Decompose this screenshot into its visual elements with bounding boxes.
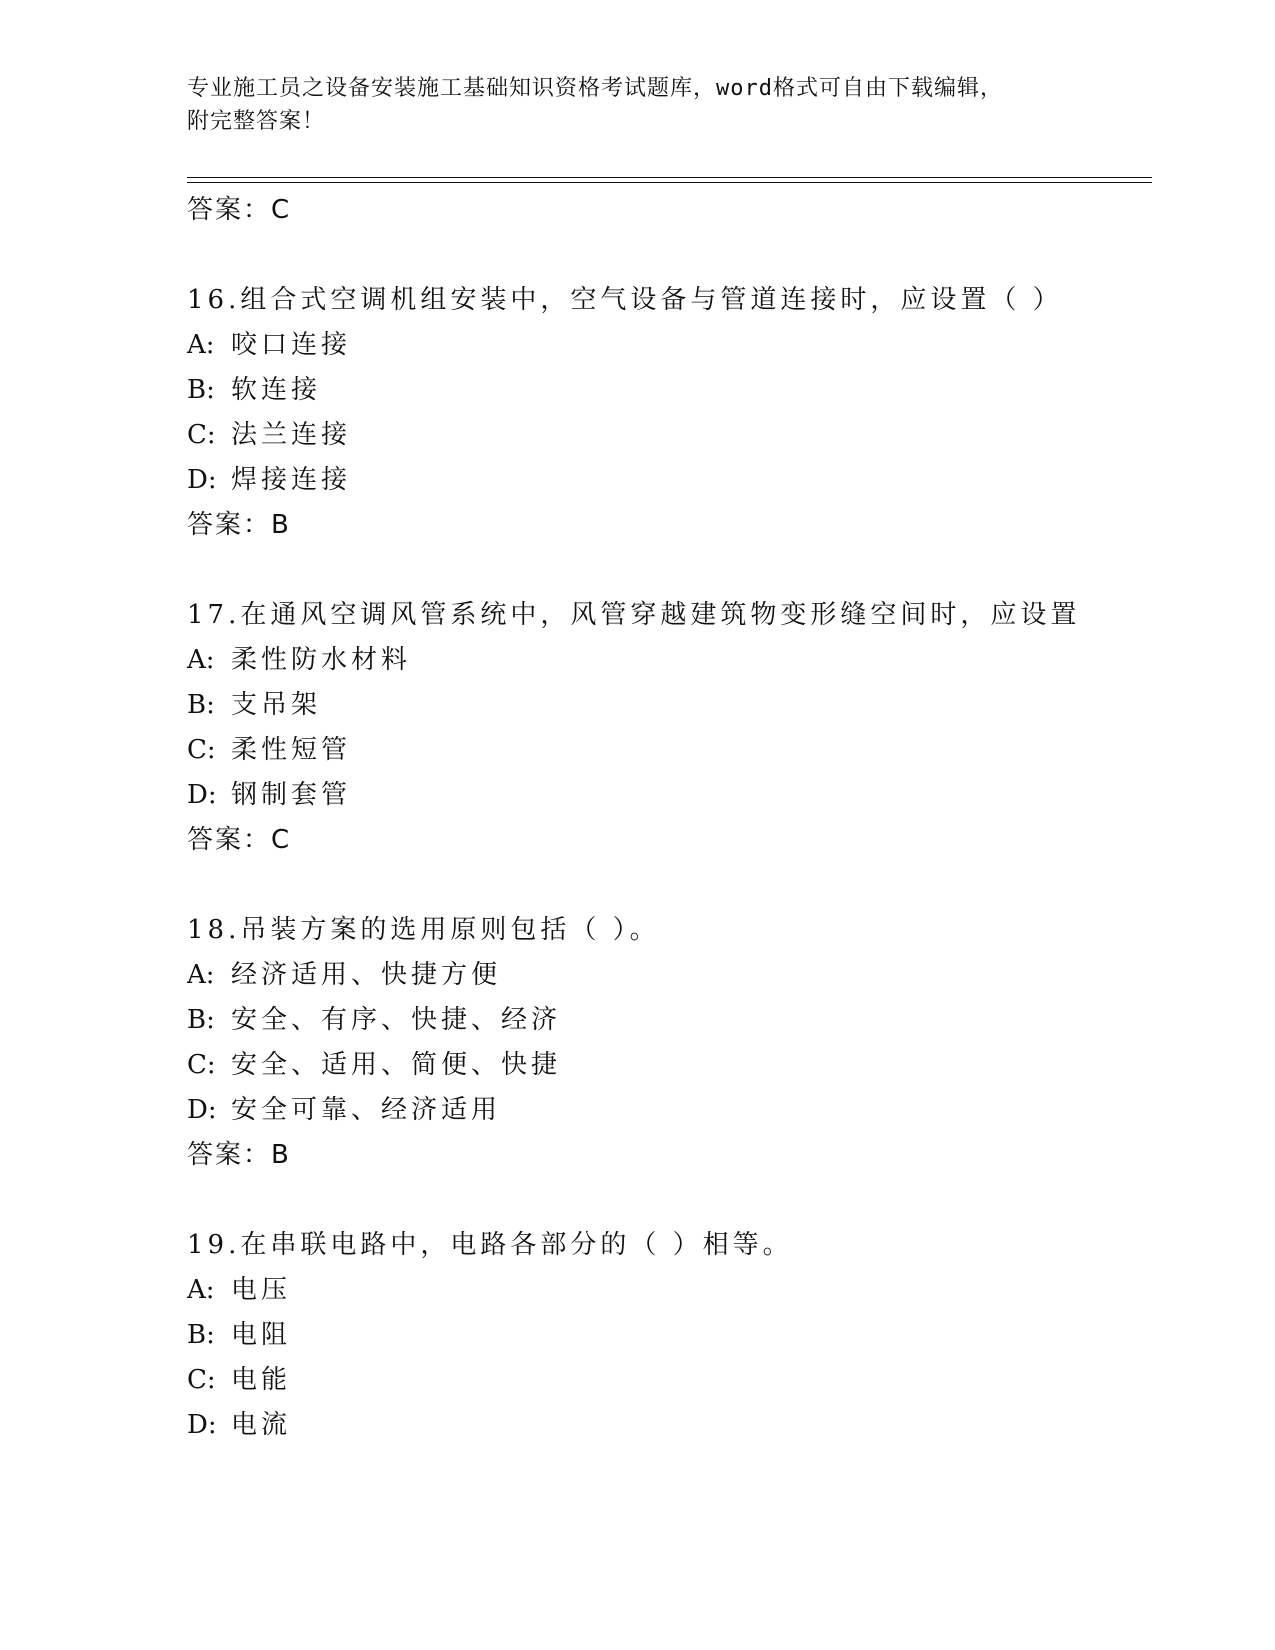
question-stem: 19.在串联电路中，电路各部分的（ ）相等。	[187, 1230, 793, 1260]
spacer	[187, 863, 1152, 908]
question-stem: 18.吊装方案的选用原则包括（ ）。	[187, 915, 660, 945]
option-key: B:	[187, 1005, 215, 1035]
header-line-2: 附完整答案！	[187, 109, 326, 134]
option-d	[187, 458, 1152, 503]
option-b	[187, 1313, 1152, 1358]
answer-line: 答案：C	[187, 195, 292, 225]
option-text: 软连接	[231, 375, 322, 405]
option-a	[187, 953, 1152, 998]
option-key: C:	[187, 735, 216, 765]
spacer	[187, 548, 1152, 593]
option-text: 钢制套管	[231, 780, 352, 810]
option-text: 安全、适用、简便、快捷	[231, 1050, 562, 1080]
option-text: 咬口连接	[231, 330, 352, 360]
option-key: D:	[187, 1095, 217, 1125]
option-text: 支吊架	[231, 690, 322, 720]
option-key: A:	[187, 645, 215, 675]
question-stem: 16.组合式空调机组安装中，空气设备与管道连接时，应设置（ ）	[187, 285, 1063, 315]
option-text: 电能	[231, 1365, 292, 1395]
question-list	[187, 188, 1152, 1448]
answer-line: 答案：B	[187, 510, 291, 540]
option-text: 电压	[231, 1275, 292, 1305]
spacer	[187, 1178, 1152, 1223]
option-text: 法兰连接	[231, 420, 352, 450]
answer-line: 答案：B	[187, 1140, 291, 1170]
header-rule-bottom	[187, 182, 1152, 183]
question-16	[187, 278, 1152, 548]
option-a	[187, 638, 1152, 683]
option-c	[187, 728, 1152, 773]
option-key: B:	[187, 690, 215, 720]
option-b	[187, 368, 1152, 413]
option-key: C:	[187, 1050, 216, 1080]
option-key: D:	[187, 465, 217, 495]
question-17	[187, 593, 1152, 863]
header-rule-top	[187, 177, 1152, 178]
option-a	[187, 323, 1152, 368]
option-d	[187, 773, 1152, 818]
option-text: 柔性短管	[231, 735, 352, 765]
option-text: 经济适用、快捷方便	[231, 960, 502, 990]
option-text: 电阻	[231, 1320, 292, 1350]
option-c	[187, 413, 1152, 458]
option-a	[187, 1268, 1152, 1313]
spacer	[187, 233, 1152, 278]
option-key: B:	[187, 375, 215, 405]
option-text: 安全、有序、快捷、经济	[231, 1005, 562, 1035]
option-d	[187, 1403, 1152, 1448]
answer-line: 答案：C	[187, 825, 292, 855]
option-text: 焊接连接	[231, 465, 352, 495]
option-d	[187, 1088, 1152, 1133]
question-18	[187, 908, 1152, 1178]
option-key: A:	[187, 1275, 215, 1305]
option-c	[187, 1358, 1152, 1403]
option-key: D:	[187, 1410, 217, 1440]
option-key: A:	[187, 960, 215, 990]
option-key: D:	[187, 780, 217, 810]
option-c	[187, 1043, 1152, 1088]
question-stem: 17.在通风空调风管系统中，风管穿越建筑物变形缝空间时，应设置	[187, 600, 1081, 630]
option-key: A:	[187, 330, 215, 360]
option-text: 电流	[231, 1410, 292, 1440]
option-text: 柔性防水材料	[231, 645, 412, 675]
document-header	[187, 72, 1067, 138]
header-line-1: 专业施工员之设备安装施工基础知识资格考试题库，word格式可自由下载编辑，	[187, 76, 1003, 101]
option-key: B:	[187, 1320, 215, 1350]
option-key: C:	[187, 420, 216, 450]
option-text: 安全可靠、经济适用	[231, 1095, 502, 1125]
option-b	[187, 683, 1152, 728]
option-key: C:	[187, 1365, 216, 1395]
question-19	[187, 1223, 1152, 1448]
option-b	[187, 998, 1152, 1043]
